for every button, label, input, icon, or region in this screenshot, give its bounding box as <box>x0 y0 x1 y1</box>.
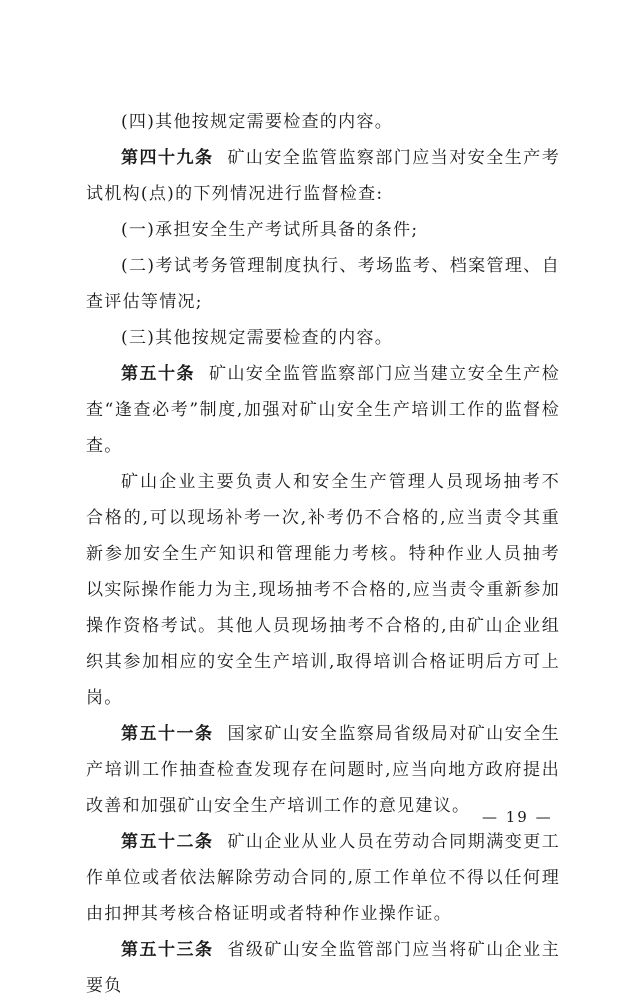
paragraph-text: 矿山安全监管监察部门应当建立安全生产检查“逢查必考”制度,加强对矿山安全生产培训工作的监督检查。 <box>86 364 561 456</box>
paragraph-text: 矿山企业主要负责人和安全生产管理人员现场抽考不合格的,可以现场补考一次,补考仍不合格的,应当责令其重新参加安全生产知识和管理能力考核。特种作业人员抽考以实际操作能力为主,现场抽考不合格的,应当责令重新参加操作资格考试。其他人员现场抽考不合格的,由矿山企业组织其参加相应的安全生产培训,取得培训合格证明后方可上岗。 <box>86 472 560 708</box>
paragraph-text: 矿山企业从业人员在劳动合同期满变更工作单位或者依法解除劳动合同的,原工作单位不得以任何理由扣押其考核合格证明或者特种作业操作证。 <box>86 832 560 924</box>
paragraph <box>86 932 560 1004</box>
article-number: 第五十条 <box>121 364 195 384</box>
paragraph <box>86 356 560 464</box>
paragraph <box>86 248 560 320</box>
document-body <box>86 104 560 1004</box>
paragraph <box>86 104 560 140</box>
paragraph-text: (一)承担安全生产考试所具备的条件; <box>121 220 419 240</box>
article-number: 第五十二条 <box>121 832 214 852</box>
paragraph-text: (二)考试考务管理制度执行、考场监考、档案管理、自查评估等情况; <box>86 256 560 312</box>
paragraph-text: (三)其他按规定需要检查的内容。 <box>121 328 394 348</box>
paragraph-text: 国家矿山安全监察局省级局对矿山安全生产培训工作抽查检查发现存在问题时,应当向地方政府提出改善和加强矿山安全生产培训工作的意见建议。 <box>86 724 560 816</box>
paragraph-text: 省级矿山安全监管部门应当将矿山企业主要负 <box>86 940 560 996</box>
paragraph <box>86 824 560 932</box>
article-number: 第四十九条 <box>121 148 214 168</box>
paragraph <box>86 464 560 716</box>
paragraph <box>86 212 560 248</box>
article-number: 第五十三条 <box>121 940 214 960</box>
paragraph <box>86 320 560 356</box>
paragraph-text: (四)其他按规定需要检查的内容。 <box>121 112 394 132</box>
paragraph-text: 矿山安全监管监察部门应当对安全生产考试机构(点)的下列情况进行监督检查: <box>86 148 560 204</box>
article-number: 第五十一条 <box>121 724 214 744</box>
page-number: — 19 — <box>482 808 553 826</box>
paragraph <box>86 140 560 212</box>
